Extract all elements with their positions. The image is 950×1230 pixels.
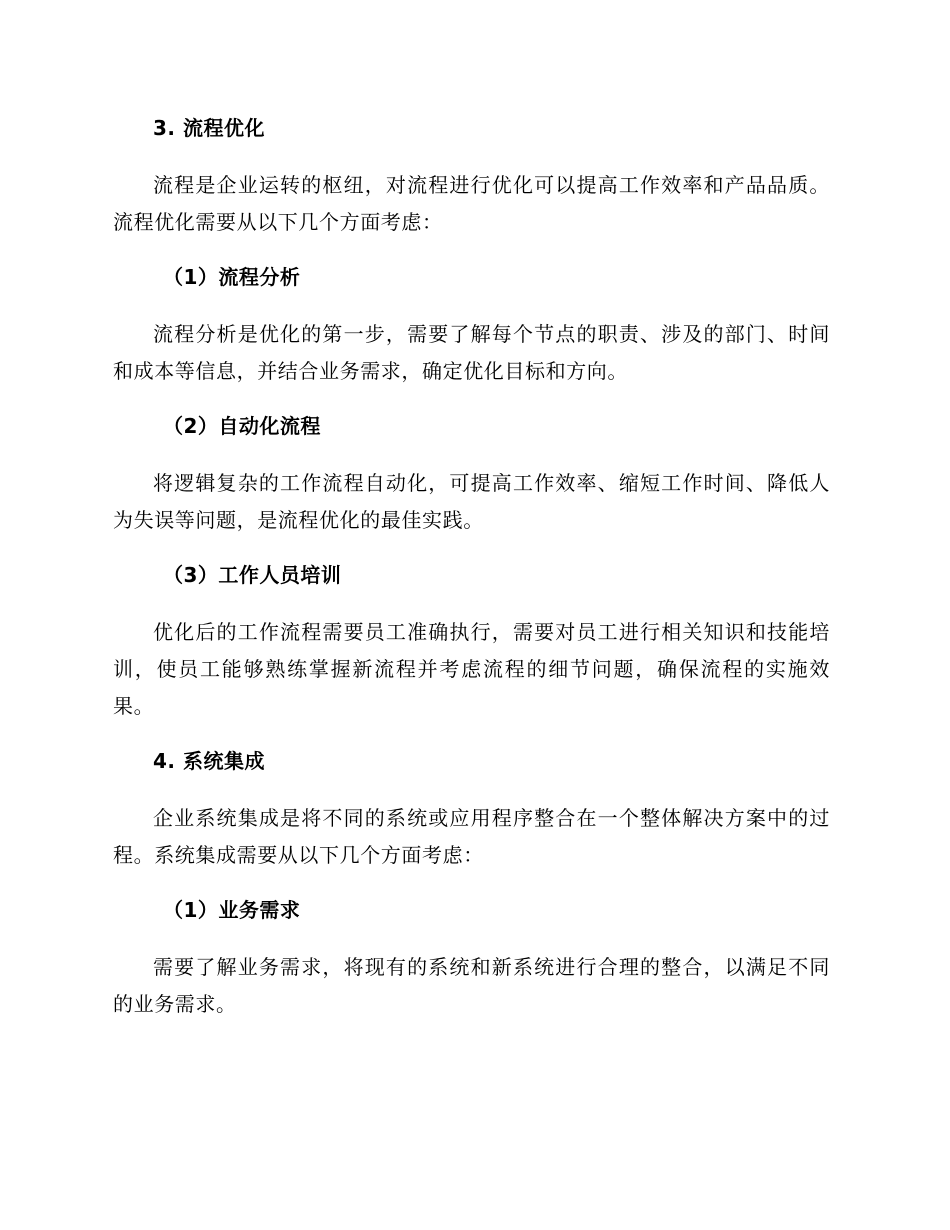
section-heading-system-integration: 4. 系统集成 — [153, 749, 265, 773]
section-heading-process-optimization: 3. 流程优化 — [153, 116, 265, 140]
section-intro-system-integration: 企业系统集成是将不同的系统或应用程序整合在一个整体解决方案中的过程。系统集成需要从以下几个方面考虑： — [113, 806, 830, 867]
subheading-business-requirements: （1）业务需求 — [163, 898, 301, 922]
section-intro-process-optimization: 流程是企业运转的枢纽，对流程进行优化可以提高工作效率和产品品质。流程优化需要从以下几个方面考虑： — [113, 173, 830, 234]
paragraph-automated-process: 将逻辑复杂的工作流程自动化，可提高工作效率、缩短工作时间、降低人为失误等问题，是流程优化的最佳实践。 — [113, 471, 830, 532]
subheading-process-analysis: （1）流程分析 — [163, 265, 301, 289]
document-body — [113, 110, 830, 1023]
paragraph-business-requirements: 需要了解业务需求，将现有的系统和新系统进行合理的整合，以满足不同的业务需求。 — [113, 955, 830, 1016]
subheading-automated-process: （2）自动化流程 — [163, 414, 321, 438]
paragraph-process-analysis: 流程分析是优化的第一步，需要了解每个节点的职责、涉及的部门、时间和成本等信息，并结合业务需求，确定优化目标和方向。 — [113, 322, 830, 383]
subheading-staff-training: （3）工作人员培训 — [163, 563, 342, 587]
paragraph-staff-training: 优化后的工作流程需要员工准确执行，需要对员工进行相关知识和技能培训，使员工能够熟练掌握新流程并考虑流程的细节问题，确保流程的实施效果。 — [113, 620, 830, 718]
